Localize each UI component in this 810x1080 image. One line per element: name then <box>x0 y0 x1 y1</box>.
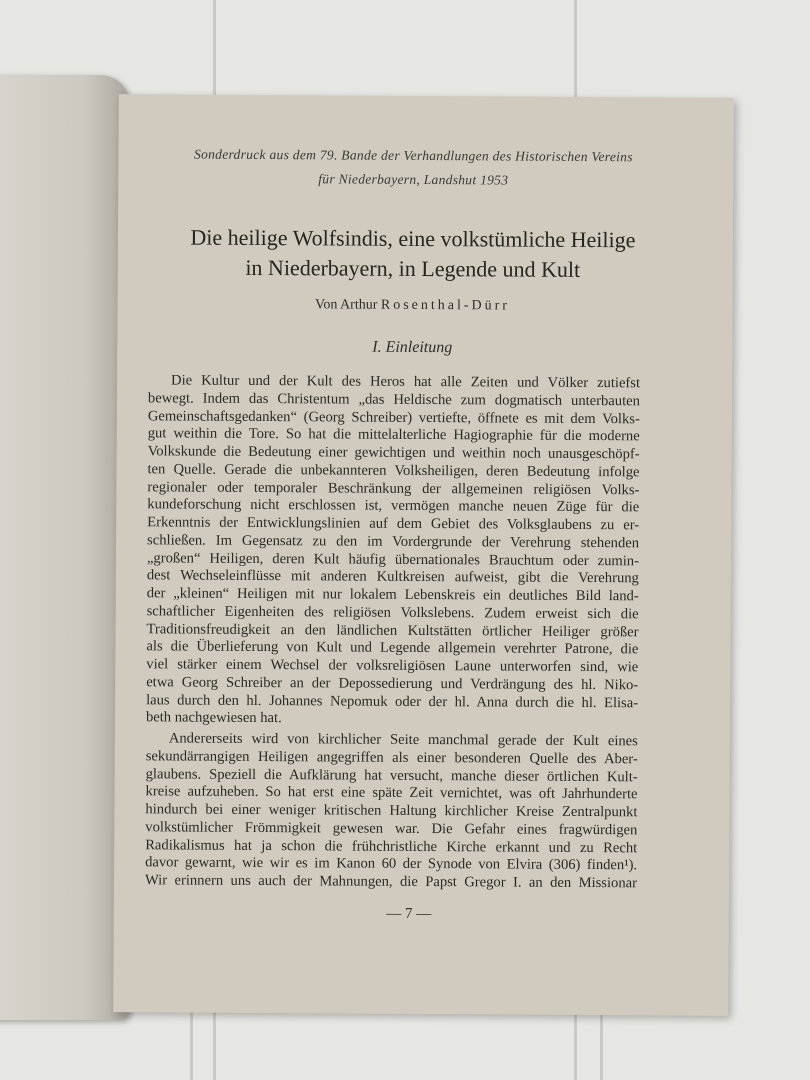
wall-plank-seam <box>600 1010 603 1080</box>
text-line: Erkenntnis der Entwicklungslinien auf dem Gebiet des Volksglaubens zu er- <box>147 514 640 534</box>
text-line: davor gewarnt, wie wir es im Kanon 60 der Synode von Elvira (306) finden¹). <box>145 854 638 874</box>
text-line: laus durch den hl. Johannes Nepomuk oder der hl. Anna durch die hl. Elisa- <box>146 691 639 711</box>
text-line: kreise aufzuheben. So hat erst eine späte Zeit vernichtet, was oft Jahrhunderte <box>145 783 638 803</box>
page-number: — 7 — <box>386 905 432 923</box>
paragraph <box>145 730 638 893</box>
text-line: viel stärker einem Wechsel der volksreligiösen Laune unterworfen sind, wie <box>146 656 639 676</box>
text-line: gut weithin die Tore. So hat die mittelalterliche Hagiographie für die moderne <box>147 425 640 445</box>
text-line: Wir erinnern uns auch der Mahnungen, die Papst Gregor I. an den Missionar <box>144 872 638 892</box>
wall-plank-seam <box>190 1010 193 1080</box>
document-page <box>113 94 734 1016</box>
text-line: kundeforschung nicht erschlossen ist, vermögen manche neuen Züge für die <box>147 496 640 516</box>
text-line: dest Wechseleinflüsse mit anderen Kultkreisen aufweist, gibt die Verehrung <box>146 567 639 587</box>
text-line: Radikalismus hat ja schon die frühchristliche Kirche erkannt und zu Recht <box>145 836 638 856</box>
offprint-note-line2: für Niederbayern, Landshut 1953 <box>318 171 509 188</box>
offprint-note-line1: Sonderdruck aus dem 79. Bande der Verhandlungen des Historischen Vereins <box>193 146 633 165</box>
text-line: Andererseits wird von kirchlicher Seite manchmal gerade der Kult eines <box>168 730 638 750</box>
author-name: Rosenthal-Dürr <box>380 297 511 314</box>
text-line: schließen. Im Gegensatz zu den im Vordergrunde der Verehrung stehenden <box>147 532 640 552</box>
author <box>117 296 707 316</box>
text-line: als die Überlieferung von Kult und Legende allgemein verehrter Patrone, die <box>146 638 639 658</box>
text-line: Gemeinschaftsgedanken“ (Georg Schreiber) vertiefte, öffnete es mit dem Volks- <box>147 407 640 427</box>
text-line: bewegt. Indem das Christentum „das Heldische zum dogmatisch unterbauten <box>147 390 640 410</box>
left-page-edge <box>0 75 130 1020</box>
text-line: der „kleinen“ Heiligen mit nur lokalem Lebenskreis ein deutliches Bild land- <box>146 585 639 605</box>
title-line2: in Niederbayern, in Legende und Kult <box>245 254 581 282</box>
body-text <box>145 372 640 893</box>
text-line: hindurch bei einer weniger kritischen Haltung kirchlicher Kreise Zentralpunkt <box>145 801 638 821</box>
text-line: ten Quelle. Gerade die unbekannteren Volksheiligen, deren Bedeutung infolge <box>147 461 640 481</box>
title-line1: Die heilige Wolfsindis, eine volkstümliche Heilige <box>190 224 636 253</box>
paragraph <box>146 372 640 730</box>
text-line: Die Kultur und der Kult des Heros hat alle Zeiten und Völker zutiefst <box>171 372 641 392</box>
text-line: „großen“ Heiligen, deren Kult häufig übernationales Brauchtum oder zumin- <box>146 549 640 569</box>
text-line: sekundärrangigen Heiligen angegriffen als einer besonderen Quelle des Aber- <box>145 748 638 768</box>
text-line: beth nachgewiesen hat. <box>145 709 282 727</box>
author-prefix: Von Arthur <box>314 297 378 313</box>
text-line: glaubens. Speziell die Aufklärung hat versucht, manche dieser örtlichen Kult- <box>145 765 638 785</box>
text-line: Volkskunde die Bedeutung einer gewichtigen und weithin noch unausgeschöpf- <box>147 443 640 463</box>
section-heading: I. Einleitung <box>372 338 453 357</box>
text-line: Traditionsfreudigkeit an den ländlichen Kultstätten örtlicher Heiliger größer <box>146 620 639 640</box>
text-line: etwa Georg Schreiber an der Depossedierung und Verdrängung des hl. Niko- <box>146 674 639 694</box>
text-line: volkstümlicher Frömmigkeit gewesen war. Die Gefahr eines fragwürdigen <box>145 819 638 839</box>
text-line: regionaler oder temporaler Beschränkung der allgemeinen religiösen Volks- <box>147 478 640 498</box>
text-line: schaftlicher Eigenheiten des religiösen Volkslebens. Zudem erweist sich die <box>146 603 639 623</box>
